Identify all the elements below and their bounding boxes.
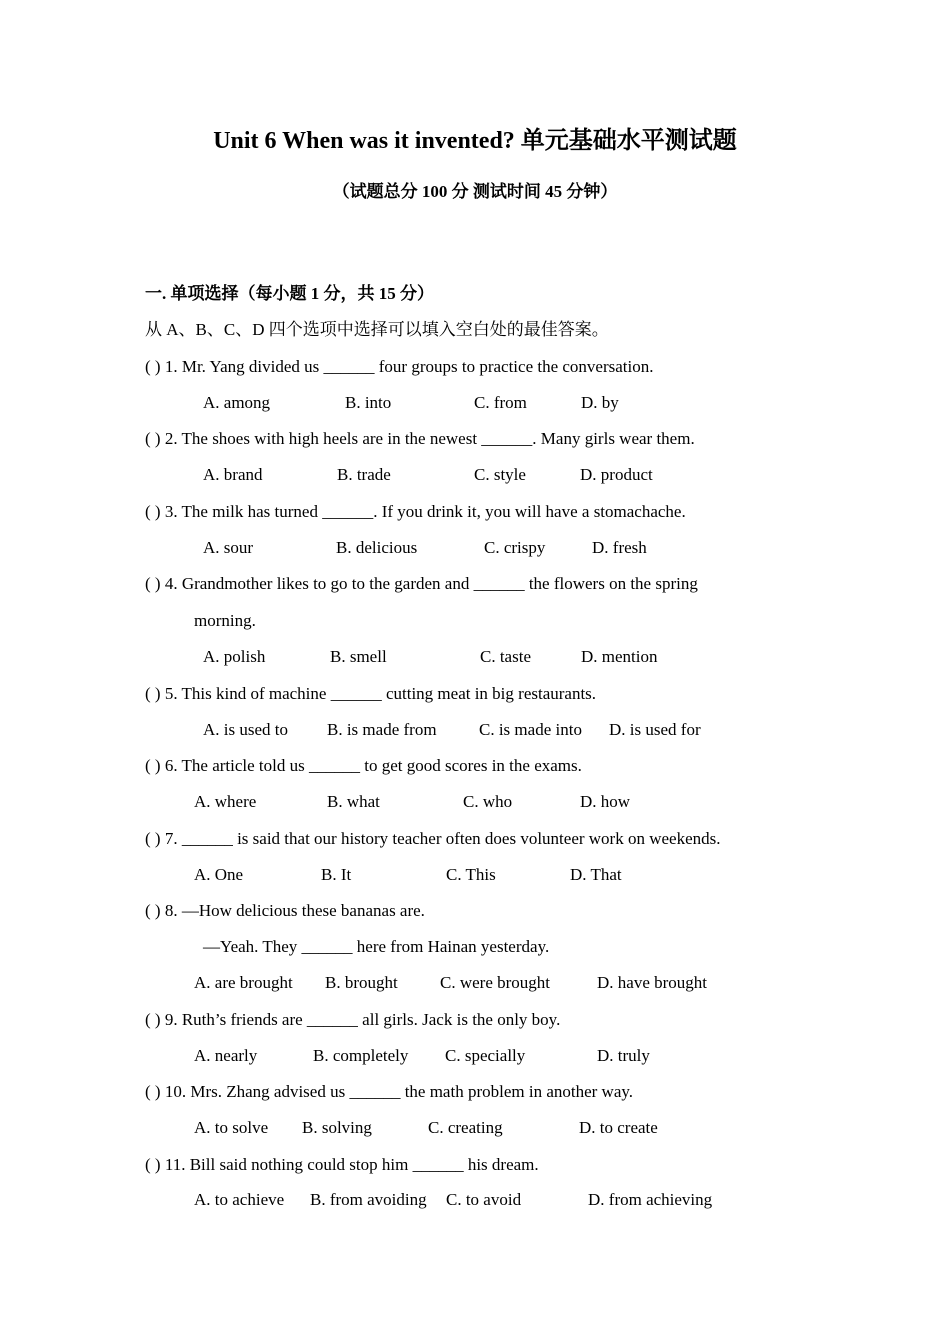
option-d: D. truly: [597, 1046, 650, 1065]
option-b: B. completely: [313, 1046, 409, 1065]
option-a: A. nearly: [194, 1046, 258, 1065]
option-b: B. delicious: [336, 538, 418, 557]
question-stem-continued: —Yeah. They ______ here from Hainan yesterday.: [203, 937, 550, 956]
option-b: B. what: [327, 792, 380, 811]
option-a: A. sour: [203, 538, 254, 557]
option-c: C. to avoid: [446, 1190, 522, 1209]
option-c: C. crispy: [484, 538, 546, 557]
question-stem: ( ) 10. Mrs. Zhang advised us ______ the math problem in another way.: [145, 1082, 634, 1101]
option-c: C. This: [446, 865, 496, 884]
option-b: B. trade: [337, 465, 391, 484]
option-a: A. among: [203, 393, 271, 412]
option-c: C. specially: [445, 1046, 526, 1065]
page-title: Unit 6 When was it invented? 单元基础水平测试题: [213, 128, 737, 154]
question-stem: ( ) 11. Bill said nothing could stop him ______ his dream.: [145, 1155, 539, 1174]
question-stem: ( ) 2. The shoes with high heels are in the newest ______. Many girls wear them.: [145, 429, 695, 448]
option-b: B. solving: [302, 1118, 372, 1137]
option-d: D. to create: [579, 1118, 658, 1137]
option-d: D. how: [580, 792, 631, 811]
question-stem: ( ) 1. Mr. Yang divided us ______ four groups to practice the conversation.: [145, 357, 654, 376]
section-instruction: 从 A、B、C、D 四个选项中选择可以填入空白处的最佳答案。: [145, 320, 609, 339]
option-a: A. polish: [203, 647, 266, 666]
option-d: D. fresh: [592, 538, 647, 557]
option-c: C. taste: [480, 647, 531, 666]
question-stem: ( ) 9. Ruth’s friends are ______ all girls. Jack is the only boy.: [145, 1010, 561, 1029]
question-stem-continued: morning.: [194, 611, 256, 630]
page-subtitle: （试题总分 100 分 测试时间 45 分钟）: [332, 182, 618, 201]
option-a: A. brand: [203, 465, 263, 484]
question-stem: ( ) 3. The milk has turned ______. If you drink it, you will have a stomachache.: [145, 502, 686, 521]
option-b: B. It: [321, 865, 352, 884]
option-c: C. is made into: [479, 720, 582, 739]
option-b: B. is made from: [327, 720, 437, 739]
section-heading: 一. 单项选择（每小题 1 分，共 15 分）: [145, 284, 434, 303]
option-b: B. smell: [330, 647, 387, 666]
option-a: A. to solve: [194, 1118, 269, 1137]
option-d: D. is used for: [609, 720, 701, 739]
option-c: C. who: [463, 792, 513, 811]
option-a: A. is used to: [203, 720, 288, 739]
option-d: D. by: [581, 393, 619, 412]
question-stem: ( ) 5. This kind of machine ______ cutting meat in big restaurants.: [145, 684, 597, 703]
option-d: D. mention: [581, 647, 658, 666]
option-a: A. where: [194, 792, 257, 811]
option-d: D. product: [580, 465, 653, 484]
option-b: B. brought: [325, 973, 398, 992]
option-c: C. style: [474, 465, 526, 484]
option-d: D. have brought: [597, 973, 708, 992]
option-c: C. creating: [428, 1118, 503, 1137]
option-c: C. from: [474, 393, 527, 412]
question-stem: ( ) 7. ______ is said that our history teacher often does volunteer work on weekends.: [145, 829, 721, 848]
question-stem: ( ) 8. —How delicious these bananas are.: [145, 901, 425, 920]
option-c: C. were brought: [440, 973, 551, 992]
question-stem: ( ) 6. The article told us ______ to get good scores in the exams.: [145, 756, 582, 775]
option-a: A. are brought: [194, 973, 293, 992]
option-a: A. One: [194, 865, 244, 884]
option-d: D. from achieving: [588, 1190, 713, 1209]
option-d: D. That: [570, 865, 622, 884]
option-a: A. to achieve: [194, 1190, 285, 1209]
question-stem: ( ) 4. Grandmother likes to go to the garden and ______ the flowers on the spring: [145, 574, 698, 593]
option-b: B. into: [345, 393, 392, 412]
option-b: B. from avoiding: [310, 1190, 427, 1209]
